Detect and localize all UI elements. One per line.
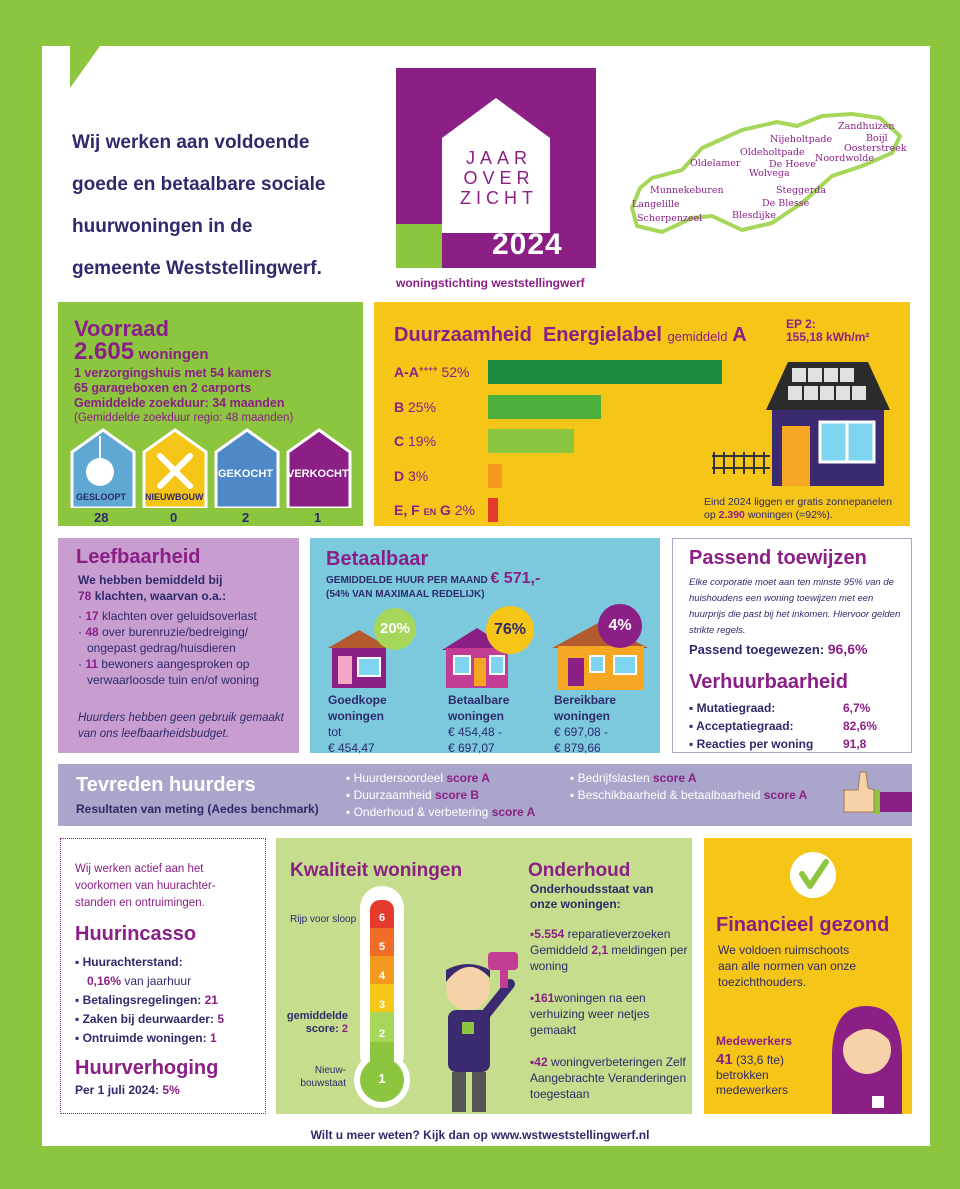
voorraad-houses bbox=[70, 428, 360, 525]
leefbaarheid-item: · 48 over burenruzie/bedreiging/ ongepast gedrag/huisdieren bbox=[78, 625, 249, 655]
energielabel-row bbox=[394, 496, 734, 531]
thumbs-up-icon bbox=[834, 768, 912, 818]
energielabel-row bbox=[394, 427, 734, 462]
energielabel-chart bbox=[394, 358, 734, 531]
energielabel-bar bbox=[488, 429, 574, 453]
jaaroverzicht-logo: JAAR OVER ZICHT 2024 bbox=[396, 68, 596, 268]
verhuur-list bbox=[689, 699, 899, 753]
tevreden-col1: ▪ Huurdersoordeel score A ▪ Duurzaamheid score B ▪ Onderhoud & verbetering score A bbox=[346, 771, 536, 819]
energielabel-bar bbox=[488, 395, 601, 419]
checkmark-icon bbox=[790, 852, 836, 898]
quality-thermometer: 6 5 4 3 2 1 bbox=[354, 886, 420, 1114]
footer: Wilt u meer weten? Kijk dan op www.wstweststellingwerf.nl bbox=[310, 1128, 650, 1142]
energielabel-row bbox=[394, 358, 734, 393]
huurincasso-list: ▪ Huurachterstand: 0,16% van jaarhuur ▪ Betalingsregelingen: 21 ▪ Zaken bij deurwaarder: 5 ▪ Ontruimde woningen: 1 bbox=[75, 955, 224, 1045]
kwaliteit-onderhoud-panel: Kwaliteit woningen Rijp voor sloop gemiddelde score: 2 Nieuw- bouwstaat 6 5 4 3 2 1 Onderhoud Onderhoudsstaat van onze woningen: ▪5.554 reparatieverzoeken Gemiddeld 2,1 meldingen per woning ▪161woningen na een verhuizing weer netjes gemaakt ▪42 woningverbeteringen Zelf Aangebrachte Veranderingen toegestaan bbox=[276, 838, 692, 1114]
onderhoud-item: ▪161woningen na een verhuizing weer netjes gemaakt bbox=[530, 991, 650, 1037]
house-nieuwbouw: NIEUWBOUW 0 bbox=[142, 428, 208, 513]
employee-illustration bbox=[812, 1002, 912, 1114]
worker-illustration bbox=[426, 948, 526, 1114]
energielabel-label: B 25% bbox=[394, 398, 437, 415]
energielabel-label: D 3% bbox=[394, 467, 429, 484]
house-verkocht: VERKOCHT 1 bbox=[286, 428, 352, 513]
huurincasso-panel: Wij werken actief aan het voorkomen van huurachter- standen en ontruimingen. Huurincasso ▪ Huurachterstand: 0,16% van jaarhuur ▪ Betalingsregelingen: 21 ▪ Zaken bij deurwaarder: 5 ▪ Ontruimde woningen: 1 Huurverhoging Per 1 juli 2024: 5% bbox=[60, 838, 266, 1114]
house-gekocht: GEKOCHT 2 bbox=[214, 428, 280, 513]
verhuur-row: ▪ Acceptatiegraad: 82,6% bbox=[689, 719, 878, 733]
energielabel-row bbox=[394, 462, 734, 497]
corner-notch bbox=[70, 46, 100, 88]
duurzaamheid-panel: Duurzaamheid Energielabel gemiddeld A EP 2: 155,18 kWh/m² A-A++++ 52% B 25% C 19% D 3% E, F EN G 2% Eind 2024 liggen er gratis zonnepanelen op 2.390 woningen (=92%). bbox=[374, 302, 910, 526]
energielabel-label: A-A++++ 52% bbox=[394, 364, 470, 380]
energielabel-bar bbox=[488, 360, 722, 384]
house-gesloopt: GESLOOPT 28 bbox=[70, 428, 136, 513]
verhuur-row: ▪ Mutatiegraad: 6,7% bbox=[689, 701, 871, 715]
leefbaarheid-item: · 11 bewoners aangesproken op verwaarloosde tuin en/of woning bbox=[78, 657, 260, 687]
onderhoud-item: ▪42 woningverbeteringen Zelf Aangebrachte Veranderingen toegestaan bbox=[530, 1055, 687, 1101]
betaalbaar-columns: 20% Goedkope woningen tot € 454,47 76% Betaalbare woningen € 454,48 - € 697,07 4% Bereikbare woningen € 697,08 - € 879,66 bbox=[324, 604, 654, 750]
org-name: woningstichting weststellingwerf bbox=[396, 276, 585, 290]
map-labels: Zandhuizen Nijeholtpade Boijl Oosterstreek Oldeholtpade Noordwolde Oldelamer De Hoeve Wolvega Munnekeburen Steggerda Langelille De Blesse Scherpenzeel Blesdijke bbox=[632, 121, 907, 224]
passend-panel: Passend toewijzen Elke corporatie moet aan ten minste 95% van de huishoudens een woning toewijzen met een huurprijs die past bij het inkomen. Hiervoor gelden strikte regels. Passend toegewezen: 96,6% Verhuurbaarheid ▪ Mutatiegraad: 6,7% ▪ Acceptatiegraad: 82,6% ▪ Reacties per woning 91,8 bbox=[672, 538, 912, 753]
leefbaarheid-item: · 17 klachten over geluidsoverlast bbox=[78, 609, 257, 623]
energielabel-label: C 19% bbox=[394, 433, 437, 449]
solar-house-illustration bbox=[708, 358, 898, 493]
energielabel-bar bbox=[488, 464, 502, 488]
energielabel-bar bbox=[488, 498, 498, 522]
verhuur-row: ▪ Reacties per woning 91,8 bbox=[689, 737, 867, 751]
energielabel-label: E, F EN G 2% bbox=[394, 502, 475, 518]
website-link[interactable]: www.wstweststellingwerf.nl bbox=[491, 1128, 650, 1142]
leefbaarheid-panel: Leefbaarheid We hebben bemiddeld bij 78 klachten, waarvan o.a.: · 17 klachten over geluidsoverlast · 48 over burenruzie/bedreiging/ ongepast gedrag/huisdieren · 11 bewoners aangesproken op verwaarloosde tuin en/of woning Huurders hebben geen gebruik gemaakt van ons leefbaarheidsbudget. bbox=[58, 538, 299, 753]
onderhoud-list: ▪5.554 reparatieverzoeken Gemiddeld 2,1 meldingen per woning ▪161woningen na een verhuizing weer netjes gemaakt ▪42 woningverbeteringen Zelf Aangebrachte Veranderingen toegestaan bbox=[530, 926, 690, 1102]
tevreden-col2: ▪ Bedrijfslasten score A ▪ Beschikbaarheid & betaalbaarheid score A bbox=[570, 771, 808, 802]
onderhoud-item: ▪5.554 reparatieverzoeken bbox=[530, 927, 671, 941]
financieel-panel: Financieel gezond We voldoen ruimschoots aan alle normen van onze toezichthouders. Medewerkers 41 (33,6 fte) betrokken medewerkers bbox=[704, 838, 912, 1114]
solar-note: Eind 2024 liggen er gratis zonnepanelen op 2.390 woningen (=92%). bbox=[704, 496, 892, 521]
tevreden-panel: Tevreden huurders Resultaten van meting (Aedes benchmark) ▪ Huurdersoordeel score A ▪ Duurzaamheid score B ▪ Onderhoud & verbetering score A ▪ Bedrijfslasten score A ▪ Beschikbaarheid & betaalbaarheid score A bbox=[58, 764, 912, 826]
energielabel-row bbox=[394, 393, 734, 428]
intro-text: Wij werken aan voldoende goede en betaalbare sociale huurwoningen in de gemeente Weststellingwerf. bbox=[72, 132, 326, 279]
betaalbaar-panel: Betaalbaar GEMIDDELDE HUUR PER MAAND € 571,- (54% VAN MAXIMAAL REDELIJK) 20% Goedkope woningen tot € 454,47 76% Betaalbare woningen € 454,48 - € 697,07 4% Bereikbare woningen € 697,08 - € 879,66 bbox=[310, 538, 660, 753]
voorraad-panel: Voorraad 2.605 woningen 1 verzorgingshuis met 54 kamers 65 garageboxen en 2 carports Gemiddelde zoekduur: 34 maanden (Gemiddelde zoekduur regio: 48 maanden) GESLOOPT 28 NIEUWBOUW 0 GEKOCHT 2 VERKOCHT 1 bbox=[58, 302, 363, 526]
